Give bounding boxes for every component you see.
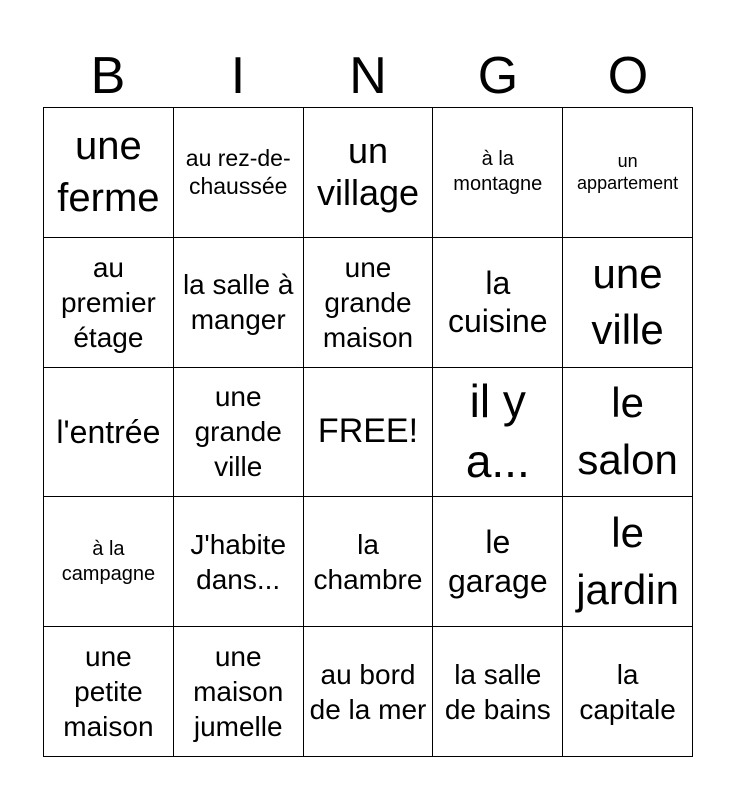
cell-text: à la montagne bbox=[453, 148, 543, 196]
bingo-cell[interactable] bbox=[44, 368, 174, 498]
header-letter-i: I bbox=[230, 47, 246, 105]
free-space-label: FREE! bbox=[317, 412, 419, 451]
bingo-cell[interactable] bbox=[433, 627, 563, 757]
bingo-cell[interactable] bbox=[563, 497, 693, 627]
cell-text: une petite maison bbox=[63, 641, 154, 743]
bingo-cell[interactable] bbox=[304, 627, 434, 757]
bingo-cell[interactable] bbox=[433, 238, 563, 368]
cell-text: J'habite dans... bbox=[190, 528, 287, 595]
bingo-cell[interactable] bbox=[433, 497, 563, 627]
bingo-board bbox=[43, 107, 693, 757]
bingo-cell[interactable] bbox=[174, 627, 304, 757]
cell-text: la chambre bbox=[313, 528, 423, 595]
bingo-cell[interactable] bbox=[44, 627, 174, 757]
header-letter-g: G bbox=[477, 47, 519, 105]
bingo-cell[interactable] bbox=[174, 108, 304, 238]
bingo-cell[interactable] bbox=[563, 627, 693, 757]
bingo-header bbox=[43, 46, 693, 106]
cell-text: le garage bbox=[447, 524, 548, 599]
cell-text: la salle de bains bbox=[444, 658, 551, 725]
bingo-cell[interactable] bbox=[433, 108, 563, 238]
header-letter-n: N bbox=[349, 47, 387, 105]
cell-text: un appartement bbox=[577, 150, 679, 194]
cell-text: un village bbox=[316, 129, 420, 214]
cell-text: une grande ville bbox=[194, 381, 282, 483]
bingo-cell[interactable] bbox=[433, 368, 563, 498]
bingo-cell[interactable] bbox=[304, 497, 434, 627]
cell-text: à la campagne bbox=[61, 537, 156, 585]
bingo-cell[interactable] bbox=[563, 238, 693, 368]
cell-text: au premier étage bbox=[60, 251, 156, 353]
bingo-cell[interactable] bbox=[174, 238, 304, 368]
bingo-cell[interactable] bbox=[44, 108, 174, 238]
cell-text: une maison jumelle bbox=[193, 641, 284, 743]
free-space[interactable] bbox=[304, 368, 434, 498]
bingo-cell[interactable] bbox=[304, 108, 434, 238]
bingo-cell[interactable] bbox=[174, 497, 304, 627]
cell-text: le salon bbox=[577, 379, 678, 483]
bingo-cell[interactable] bbox=[44, 238, 174, 368]
header-letter-b: B bbox=[90, 47, 126, 105]
cell-text: au rez-de-chaussée bbox=[185, 144, 291, 200]
bingo-cell[interactable] bbox=[563, 368, 693, 498]
cell-text: une ferme bbox=[57, 124, 160, 221]
cell-text: la salle à manger bbox=[182, 269, 294, 336]
bingo-cell[interactable] bbox=[44, 497, 174, 627]
cell-text: au bord de la mer bbox=[309, 658, 427, 725]
header-letter-o: O bbox=[607, 47, 649, 105]
cell-text: le jardin bbox=[576, 509, 679, 613]
cell-text: il y a... bbox=[465, 375, 530, 487]
cell-text: la capitale bbox=[579, 658, 676, 725]
cell-text: une grande maison bbox=[322, 251, 414, 353]
cell-text: la cuisine bbox=[447, 264, 548, 340]
bingo-cell[interactable] bbox=[563, 108, 693, 238]
bingo-cell[interactable] bbox=[304, 238, 434, 368]
cell-text: une ville bbox=[591, 249, 664, 354]
cell-text: l'entrée bbox=[56, 413, 161, 450]
bingo-cell[interactable] bbox=[174, 368, 304, 498]
